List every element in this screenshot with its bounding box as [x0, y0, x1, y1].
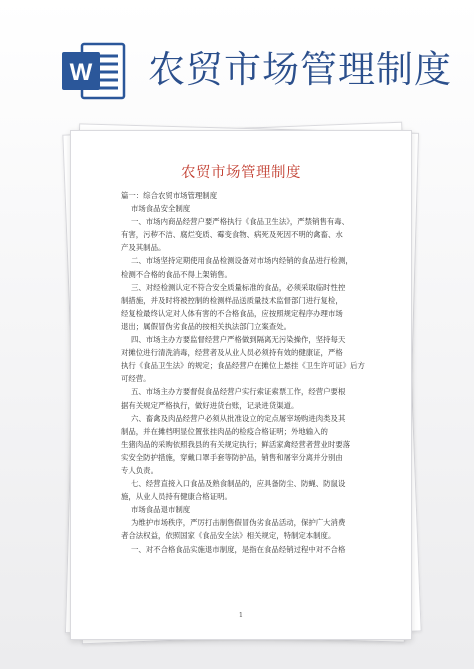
document-line: 五、市场主办方要督促食品经营户实行索证索票工作，经营户要根	[131, 387, 346, 397]
document-line: 产及其制品。	[121, 243, 166, 253]
document-line: 市场食品安全制度	[131, 204, 191, 214]
document-line: 检测不合格的食品不得上架销售。	[121, 269, 232, 279]
document-line: 专人负责。	[121, 465, 158, 475]
document-line: 实安全防护措施，穿戴口罩手套等防护品，销售和屠宰分离并分别由	[121, 452, 343, 462]
document-page	[70, 130, 412, 640]
document-line: 生猪肉品的采购依照我县的有关规定执行；鲜活家禽经营者营业时要落	[121, 439, 351, 449]
document-title: 农贸市场管理制度	[181, 165, 301, 181]
document-line: 据有关规定严格执行，做好进货台账，记录进货渠道。	[121, 400, 299, 410]
document-line: 三、对经检测认定不符合安全质量标准的食品，必须采取临时性控	[131, 282, 346, 292]
word-icon-letter: W	[69, 59, 93, 86]
document-line: 对摊位进行清洗消毒，经营者及从业人员必须持有效的健康证，严格	[121, 348, 343, 358]
document-line: 一、市场内商品经营户要严格执行《食品卫生法》，严禁销售有毒、	[131, 217, 350, 227]
document-line: 四、市场主办方要监督经营户严格做到隔离无污染操作，坚持每天	[131, 335, 346, 345]
document-line: 一、对不合格食品实施退市制度，是指在食品经销过程中对不合格	[131, 544, 346, 554]
document-line: 为维护市场秩序，严厉打击制售假冒伪劣食品活动，保护广大消费	[131, 518, 346, 528]
document-line: 施，从业人员持有健康合格证明。	[121, 492, 232, 502]
document-body	[121, 189, 373, 556]
document-line: 退出；属假冒伪劣食品的按相关执法部门立案查处。	[121, 321, 291, 331]
word-document-icon	[60, 40, 128, 102]
document-line: 篇一：综合农贸市场管理制度	[121, 191, 218, 200]
page-number: 1	[238, 611, 244, 619]
document-line: 有害，污秽不洁、腐烂变质、霉变食物、病死及死因不明的禽畜、水	[121, 230, 343, 240]
document-line: 执行《食品卫生法》的规定；食品经营户在摊位上悬挂《卫生许可证》后方	[121, 361, 365, 371]
document-line: 制品，并在摊档明显位置张挂肉品的检疫合格证明；外地输入的	[121, 426, 328, 436]
document-line: 市场食品退市制度	[131, 505, 191, 515]
document-line: 制措施，并及时将被控制的检测样品送质量技术监督部门进行复检，	[121, 295, 343, 305]
page-title: 农贸市场管理制度	[148, 48, 452, 91]
document-line: 七、经营直接入口食品及熟食制品的，应具备防尘、防蝇、防鼠设	[131, 479, 346, 489]
document-line: 六、畜禽及肉品经营户必须从批准设立的定点屠宰场购进肉类及其	[131, 413, 346, 423]
document-line: 经复检最终认定对人体有害的不合格食品，应按照规定程序办理市场	[121, 308, 343, 318]
document-line: 二、市场坚持定期使用食品检测设备对市场内经销的食品进行检测，	[131, 256, 353, 266]
document-line: 可经营。	[121, 374, 151, 384]
document-line: 者合法权益，依照国家《食品安全法》相关规定，特制定本制度。	[121, 531, 336, 541]
